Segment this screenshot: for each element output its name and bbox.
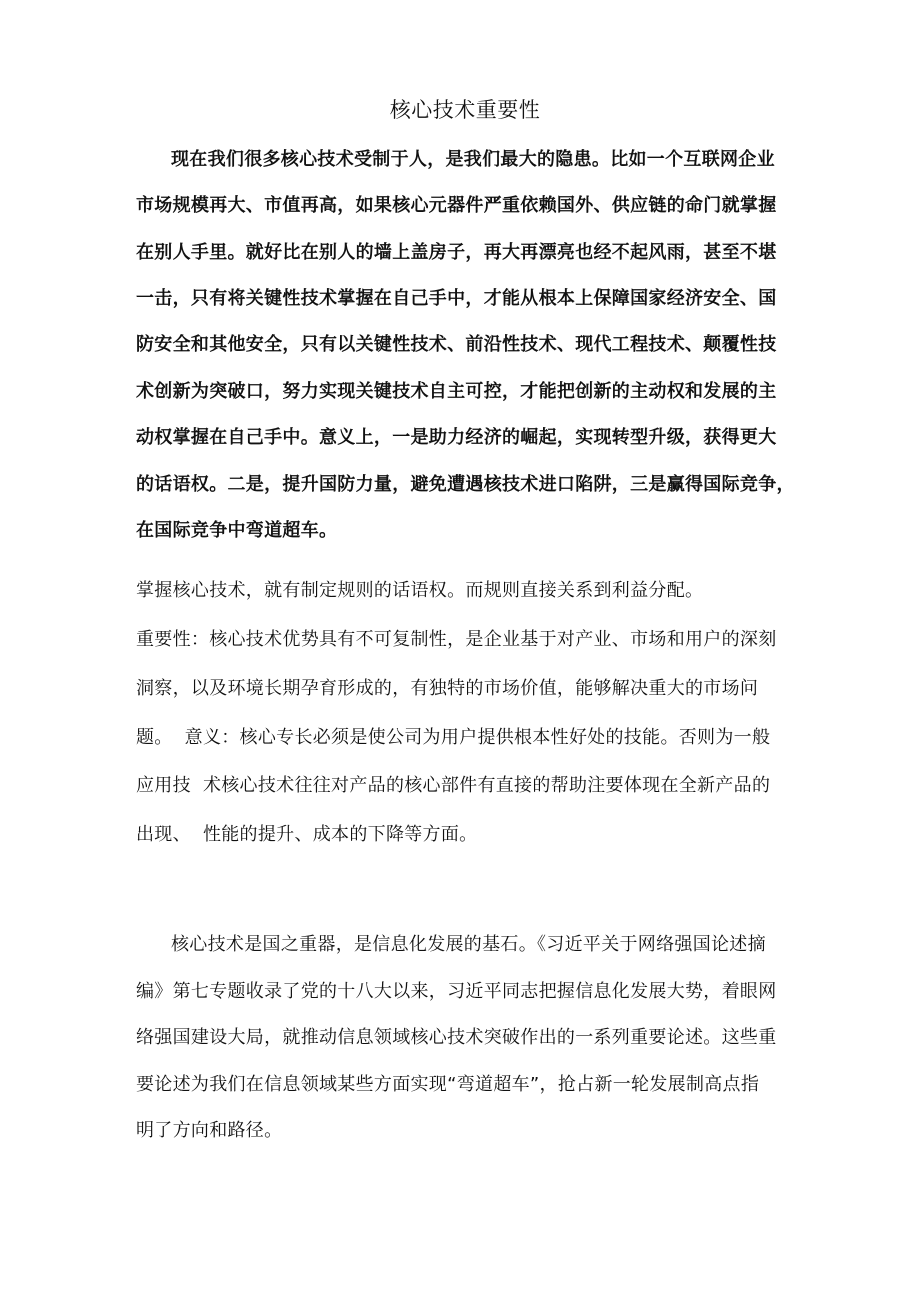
paragraph-4-line: 核心技术是国之重器，是信息化发展的基石。《习近平关于网络强国论述摘 xyxy=(171,934,766,955)
paragraph-1-line: 防安全和其他安全，只有以关键性技术、前沿性技术、现代工程技术、颠覆性技 xyxy=(136,334,777,355)
paragraph-4-line: 编》第七专题收录了党的十八大以来，习近平同志把握信息化发展大势，着眼网 xyxy=(136,981,777,1002)
paragraph-3-line: 题。 意义：核心专长必须是使公司为用户提供根本性好处的技能。否则为一般 xyxy=(136,727,771,748)
paragraph-1-line: 术创新为突破口，努力实现关键技术自主可控，才能把创新的主动权和发展的主 xyxy=(136,381,777,402)
paragraph-4-line: 络强国建设大局，就推动信息领域核心技术突破作出的一系列重要论述。这些重 xyxy=(136,1027,777,1048)
paragraph-3-line: 应用技 术核心技术往往对产品的核心部件有直接的帮助注要体现在全新产品的 xyxy=(136,775,771,796)
paragraph-4-line: 要论述为我们在信息领域某些方面实现“弯道超车”，抢占新一轮发展制高点指 xyxy=(136,1074,760,1095)
paragraph-2-line: 掌握核心技术，就有制定规则的话语权。而规则直接关系到利益分配。 xyxy=(136,580,704,601)
paragraph-1-line: 现在我们很多核心技术受制于人，是我们最大的隐患。比如一个互联网企业 xyxy=(171,149,775,170)
paragraph-1-line: 在别人手里。就好比在别人的墙上盖房子，再大再漂亮也经不起风雨，甚至不堪 xyxy=(136,242,777,263)
paragraph-1-line: 在国际竞争中弯道超车。 xyxy=(136,520,338,541)
paragraph-1-line: 动权掌握在自己手中。意义上，一是助力经济的崛起，实现转型升级，获得更大 xyxy=(136,427,777,448)
paragraph-3-line: 出现、 性能的提升、成本的下降等方面。 xyxy=(136,824,478,845)
paragraph-3-line: 洞察，以及环境长期孕育形成的，有独特的市场价值，能够解决重大的市场问 xyxy=(136,678,759,699)
paragraph-4-line: 明了方向和路径。 xyxy=(136,1120,283,1141)
paragraph-3-line: 重要性：核心技术优势具有不可复制性，是企业基于对产业、市场和用户的深刻 xyxy=(136,629,777,650)
paragraph-1-line: 的话语权。二是，提升国防力量，避免遭遇核技术进口陷阱，三是赢得国际竞争， xyxy=(136,474,795,495)
paragraph-1-line: 一击，只有将关键性技术掌握在自己手中，才能从根本上保障国家经济安全、国 xyxy=(136,288,777,309)
paragraph-1-line: 市场规模再大、市值再高，如果核心元器件严重依赖国外、供应链的命门就掌握 xyxy=(136,195,777,216)
document-title: 核心技术重要性 xyxy=(389,98,541,122)
